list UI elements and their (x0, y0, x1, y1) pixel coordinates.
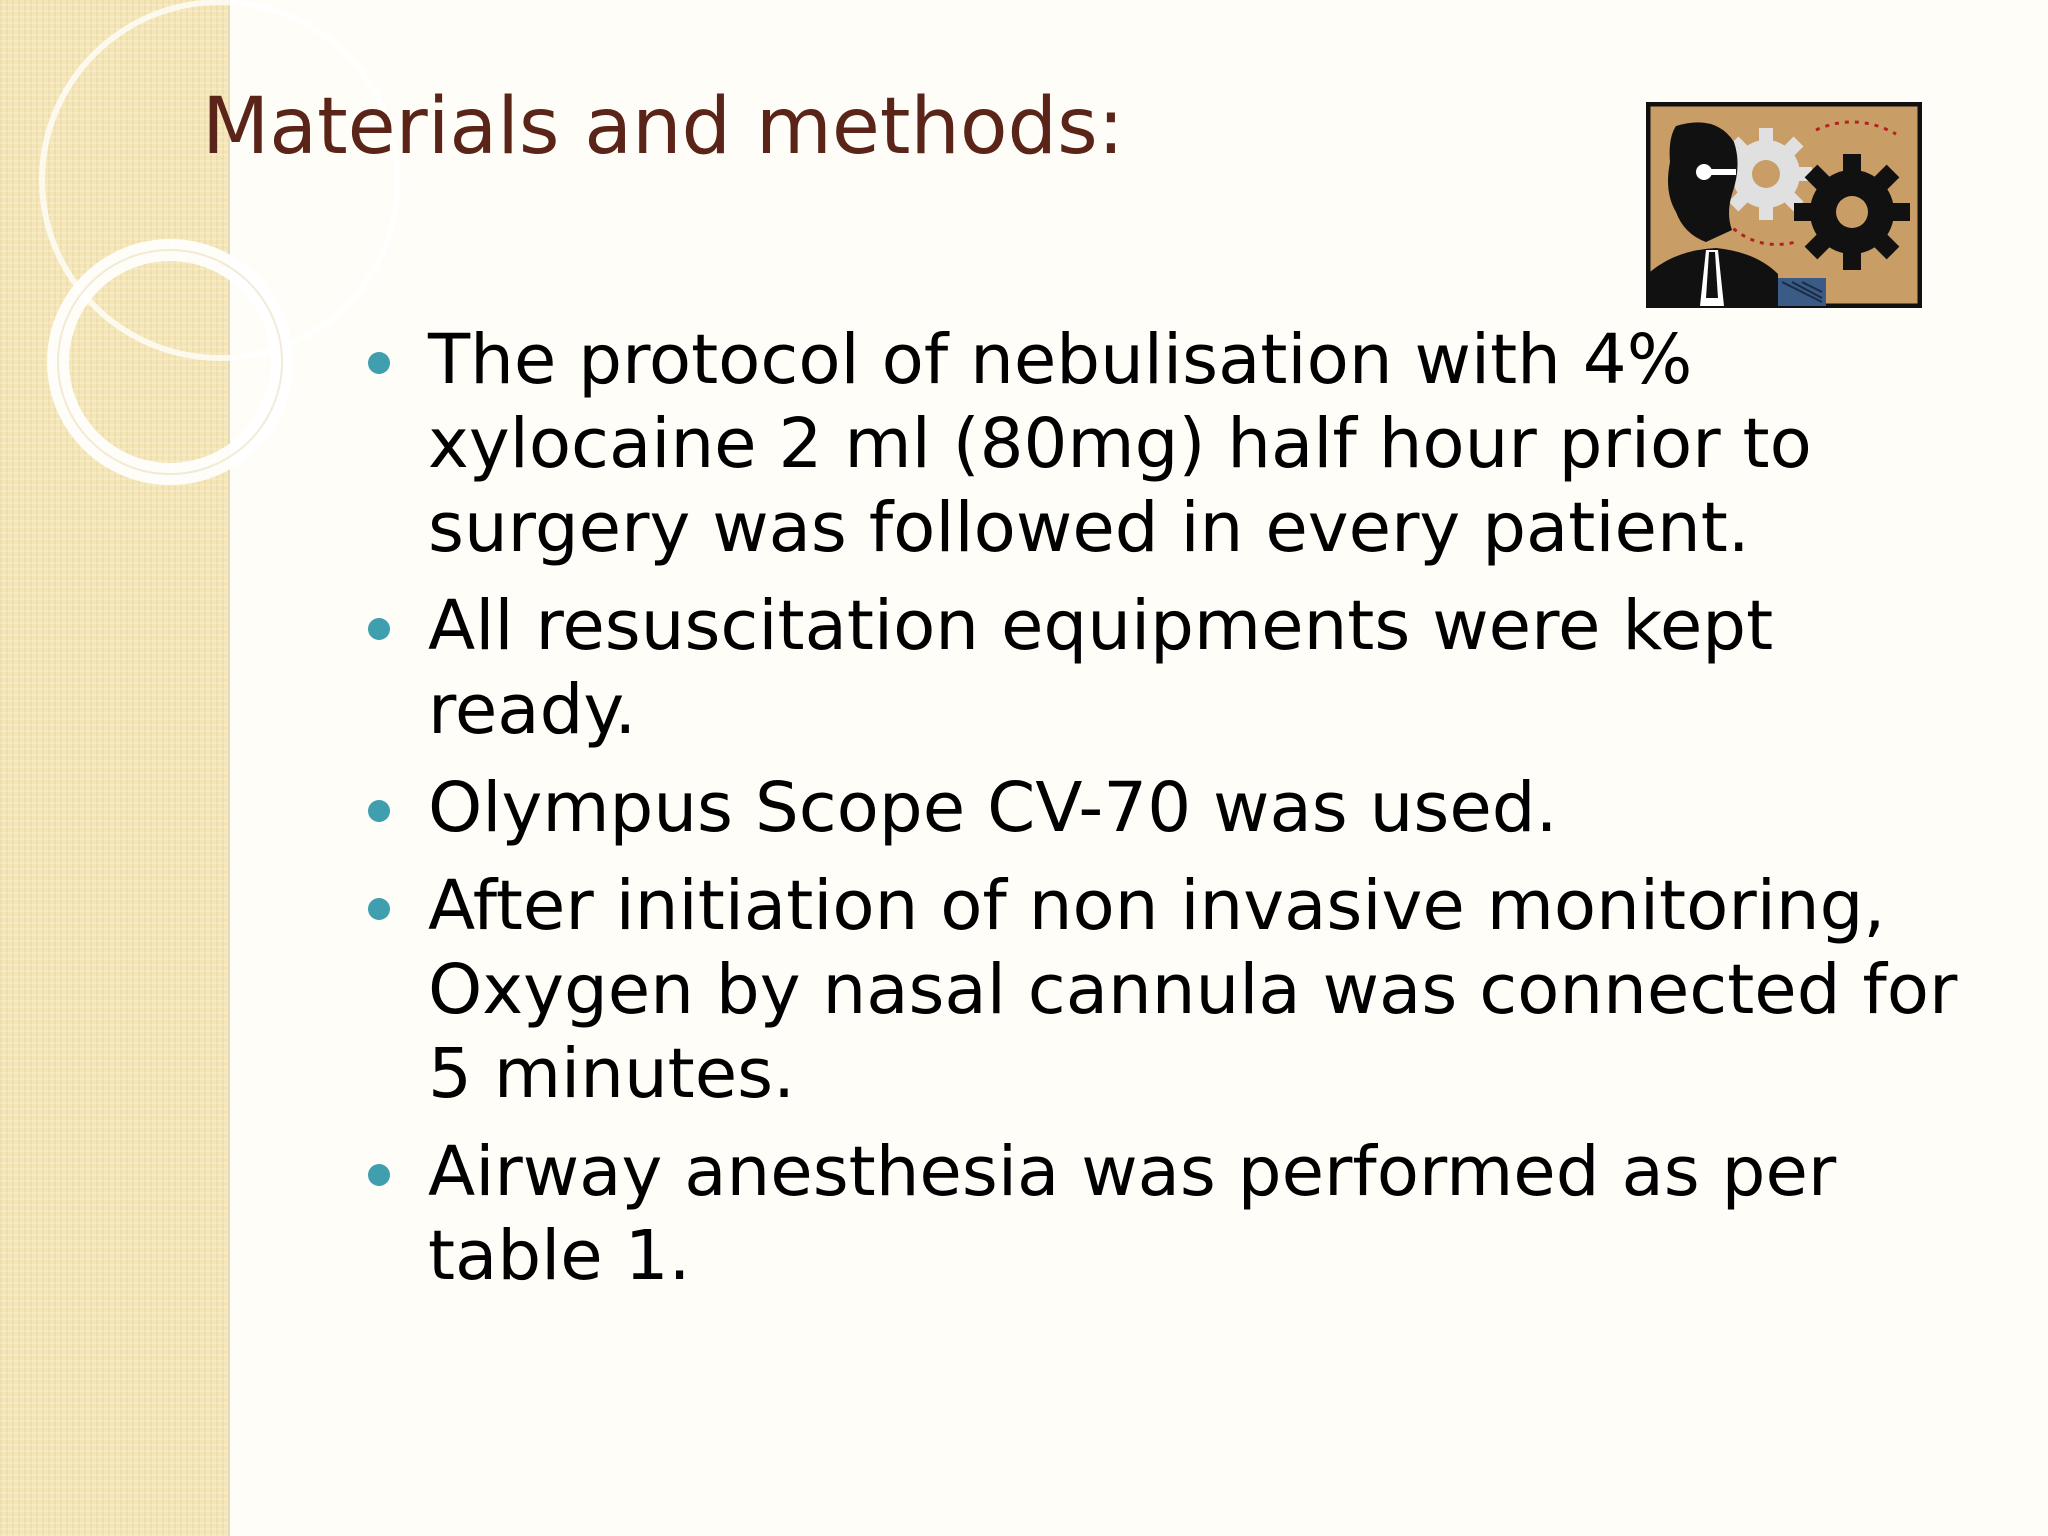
bullet-item (362, 584, 1982, 752)
bullet-dot-icon (368, 1164, 390, 1186)
bullet-item (362, 1130, 1982, 1298)
decorative-rings (0, 0, 420, 520)
bullet-text: All resuscitation equipments were kept ready. (428, 586, 1774, 750)
bullet-text: After initiation of non invasive monitoring, Oxygen by nasal cannula was connected for 5 minutes. (428, 866, 1958, 1114)
bullet-text: Olympus Scope CV-70 was used. (428, 768, 1558, 848)
slide-title: Materials and methods: (202, 82, 1124, 172)
bullet-text: The protocol of nebulisation with 4% xylocaine 2 ml (80mg) half hour prior to surgery was followed in every patient. (428, 320, 1812, 568)
bullet-dot-icon (368, 800, 390, 822)
bullet-dot-icon (368, 618, 390, 640)
bullet-item (362, 766, 1982, 850)
bullet-text: Airway anesthesia was performed as per table 1. (428, 1132, 1837, 1296)
bullet-dot-icon (368, 898, 390, 920)
bullet-dot-icon (368, 352, 390, 374)
bullet-list (362, 318, 1982, 1312)
bullet-item (362, 864, 1982, 1116)
bullet-item (362, 318, 1982, 570)
businessman-with-gears-icon (1646, 102, 1922, 308)
